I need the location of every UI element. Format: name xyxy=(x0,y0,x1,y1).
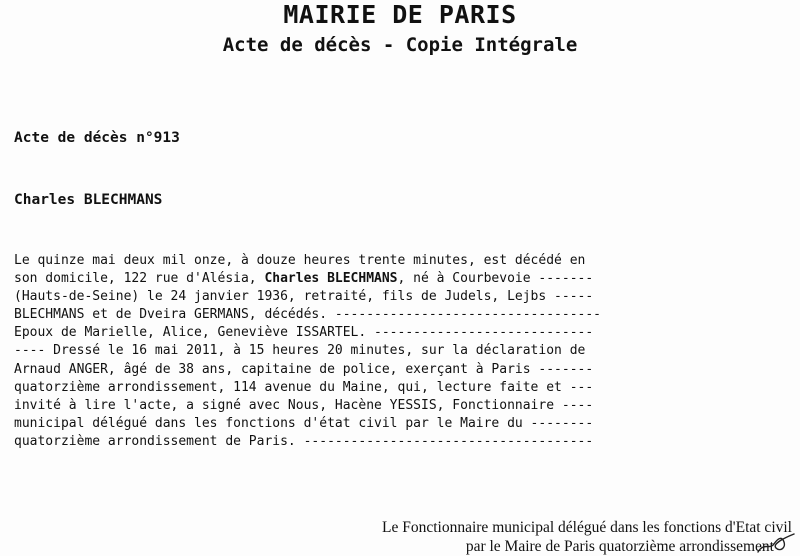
act-body-text xyxy=(14,252,704,451)
body-line: quatorzième arrondissement de Paris. ------------------------------------- xyxy=(14,433,594,449)
handwritten-signature-icon xyxy=(754,530,798,556)
body-line: Epoux de Marielle, Alice, Geneviève ISSARTEL. ---------------------------- xyxy=(14,325,594,341)
signature-block xyxy=(382,518,792,556)
body-line: municipal délégué dans les fonctions d'état civil par le Maire du -------- xyxy=(14,415,594,431)
act-number-heading: Acte de décès n°913 xyxy=(14,130,180,146)
signature-line-2: par le Maire de Paris quatorzième arrondissement xyxy=(465,538,774,555)
body-line: , né à Courbevoie ------- xyxy=(397,271,594,287)
body-line: Arnaud ANGER, âgé de 38 ans, capitaine de police, exerçant à Paris ------- xyxy=(14,361,594,377)
body-line: BLECHMANS et de Dveira GERMANS, décédés. ---------------------------------- xyxy=(14,307,601,323)
body-line: ---- Dressé le 16 mai 2011, à 15 heures 20 minutes, sur la déclaration de xyxy=(14,343,586,359)
body-line: Le quinze mai deux mil onze, à douze heures trente minutes, est décédé en xyxy=(14,253,586,268)
page-title: MAIRIE DE PARIS xyxy=(283,0,517,29)
body-line: quatorzième arrondissement, 114 avenue du Maine, qui, lecture faite et --- xyxy=(14,379,594,395)
page-subtitle: Acte de décès - Copie Intégrale xyxy=(222,34,578,56)
body-line: invité à lire l'acte, a signé avec Nous, Hacène YESSIS, Fonctionnaire ---- xyxy=(14,397,594,413)
body-line: son domicile, 122 rue d'Alésia, xyxy=(14,271,265,287)
signature-line-1: Le Fonctionnaire municipal délégué dans les fonctions d'Etat civil xyxy=(382,519,792,536)
deceased-name-heading: Charles BLECHMANS xyxy=(14,192,163,208)
body-line: (Hauts-de-Seine) le 24 janvier 1936, retraité, fils de Judels, Lejbs ----- xyxy=(14,289,594,305)
body-line-bold-name: Charles BLECHMANS xyxy=(264,271,398,287)
